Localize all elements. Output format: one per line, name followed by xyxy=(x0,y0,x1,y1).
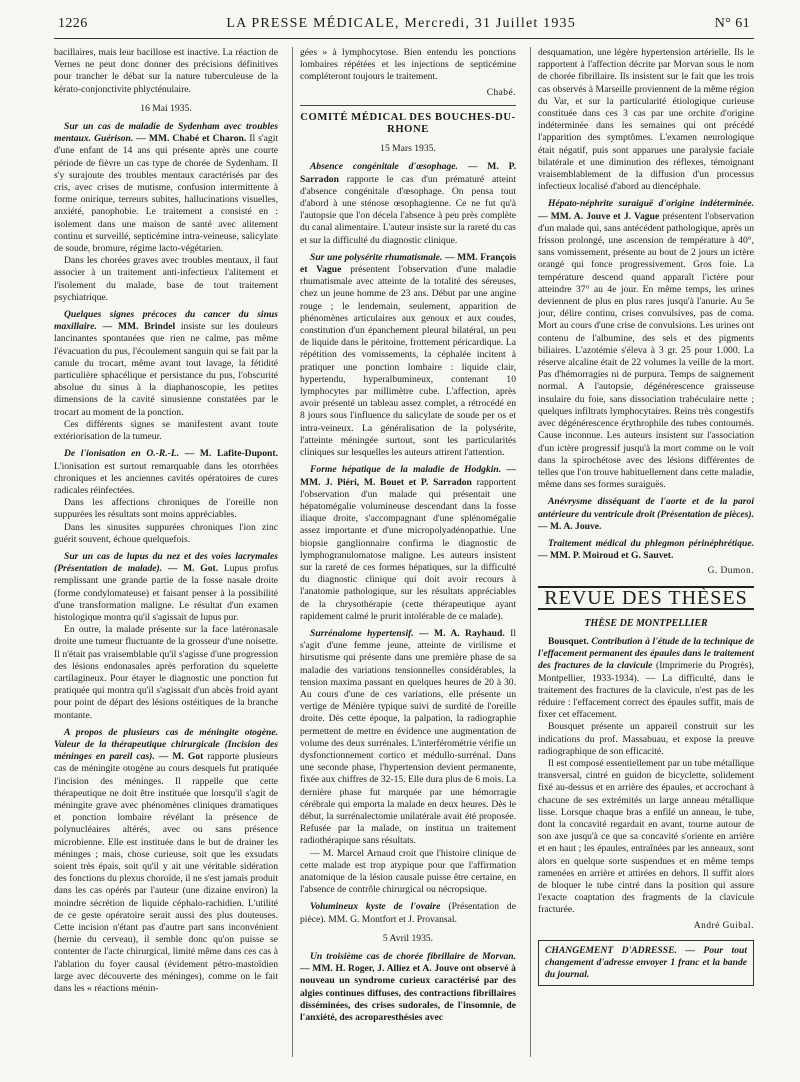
article-body: L'ionisation est surtout remarquable dans les otorrhées chroniques et les anciennes cavités opératoires de cures radicales réinfectées. xyxy=(54,460,278,496)
article xyxy=(300,252,516,459)
signature: Chabé. xyxy=(486,87,516,98)
article-title: Forme hépatique de la maladie de Hodgkin. xyxy=(310,464,502,476)
paragraph: Dans les affections chroniques de l'oreille non suppurées les résultats sont moins appréciables. xyxy=(54,497,278,521)
journal-title: LA PRESSE MÉDICALE, Mercredi, 31 Juillet 1935 xyxy=(226,16,576,31)
session-date: 5 Avril 1935. xyxy=(382,932,434,944)
subsection-heading: THÈSE DE MONTPELLIER xyxy=(584,617,708,629)
article xyxy=(54,309,278,419)
article-title: A propos de plusieurs cas de méningite otogène. Valeur de la thérapeutique chirurgicale (Incision des méninges en pareil cas). xyxy=(54,726,278,763)
article-authors: — MM. H. Roger, J. Alliez et A. Jouve xyxy=(300,963,459,975)
paragraph: Ces différents signes se manifestent avant toute extériorisation de la tumeur. xyxy=(54,418,278,443)
article-authors: — MM. François et Vague xyxy=(300,251,516,276)
article-title: Volumineux kyste de l'ovaire xyxy=(310,901,441,913)
issue-number: N° 61 xyxy=(714,16,750,31)
article-authors: — M. Got. xyxy=(167,563,219,575)
thesis-author: Bousquet. xyxy=(548,635,589,647)
paragraph: Il est composé essentiellement par un tube métallique transversal, cintré en guidon de bicyclette, solidement fixé au-dessus et en arrière des épaules, et accrochant à chacune de ses extrémités un large anneau métallique lisse. Lorsque chaque bras a enfilé un anneau, le tube, dont la concavité regardait en avant, tourne autour de son axe jusqu'à ce que sa concavité s'oriente en arrière et en haut ; les épaules, entraînées par les anneaux, sont alors en quelque sorte suspendues et en même temps ramenées en arrière et attirées en dehors. Il suffit alors de bloquer le tube cintré dans la position qui assure l'exacte coaptation des fragments de la clavicule fracturée. xyxy=(538,757,754,916)
article-title: Hépato-néphrite suraiguë d'origine indéterminée. xyxy=(548,198,754,210)
article-body: Il s'agit d'une femme jeune, atteinte de virilisme et hirsutisme qui présente dans une première phase de sa maladie des variations tensionnelles considérables, la tension maxima passant en quelques heures de 20 à 30. Au cours d'une de ces variations, elle présente un vertige de Ménière typique suivi de surdité de l'oreille droite. Dès cette époque, la palpation, la radiographie permettent de mettre en évidence une augmentation de volume des deux surrénales. L'interférométrie vérifie un dysfonctionnement cortico et médullo-surrénal. Dans une seconde phase, l'hypertension devient permanente, fixée aux chiffres de 32-15. Elle dura plus de 6 mois. La dernière phase fut marquée par une hémorragie cérébrale qui emporta la malade en deux heures. Dès le début, la surrénalectomie unilatérale avait été proposée. Refusée par la malade, on institua un traitement radiothérapique sans résultats. xyxy=(300,627,516,847)
thesis-publication: (Imprimerie du Progrès), Montpellier, 1933-1934). xyxy=(538,660,754,684)
thesis-entry xyxy=(538,636,754,721)
paragraph: Dans les chorées graves avec troubles mentaux, il faut associer à un traitement anti-infectieux l'alitement et l'isolement du malade, base de tout traitement psychiatrique. xyxy=(54,255,278,303)
article-body: rapportent l'observation d'un malade qui présentait une hépatomégalie volumineuse descendant dans la fosse iliaque droite, s'accompagnant d'une splénomégalie assez importante et d'une micropolyadénopathie. Une biopsie ganglionnaire confirma le diagnostic de lymphogranulomatose maligne. Les auteurs insistent sur la rareté de ces formes hépatiques, sur la difficulté du diagnostic clinique qui doit avoir recours à l'anatomie pathologique, sur les résultats appréciables de la chrysothérapie (cette thérapeutique ayant rapidement calmé le prurit intolérable de ce malade). xyxy=(300,476,516,622)
article-body: présentent l'observation d'un malade qui, sans antécédent pathologique, après un frisson prolongé, une ascension de température à 40°, sans vomissement, présente au bout de 2 jours un ictère orangé qui fonce progressivement. Gros foie. La température descend quand apparaît l'ictère pour atteindre 37° au 4e jour. En même temps, les urines deviennent de plus en plus rares jusqu'à l'anurie. Au 5e jour, délire continu, crises convulsives, pas de coma. Mort au cours d'une crise de convulsions. Les urines ont contenu de l'albumine, des sels et des pigments biliaires. L'azotémie s'éleva à 3 gr. 25 pour 1.000. La réserve alcaline était de 22 volumes la veille de la mort. Pas d'hémorragies ni de purpura. Temps de saignement normal. A l'autopsie, dégénérescence graisseuse insulaire du foie, sans dissociation trabéculaire nette ; quelques infiltrats lymphocytaires. Reins très congestifs avec dégénérescence érythrophile des tubes contournés. Cause inconnue. Les auteurs insistent sur l'association d'un ictère progressif jusqu'à la mort comme on le voit dans la spirochétose avec des lésions différentes de telles que l'on trouve habituellement dans cette maladie, même dans ses formes suraiguës. xyxy=(538,210,754,491)
article xyxy=(54,727,278,995)
article-authors: — MM. Brindel xyxy=(102,321,176,333)
notice-box xyxy=(538,940,754,987)
article-title: Surrénalome hypertensif. xyxy=(310,627,414,639)
article xyxy=(300,464,516,623)
paragraph: desquamation, une légère hypertension artérielle. Ils le rapportent à l'affection décrite par Morvan sous le nom de chorée fibrillaire. Ils insistent sur le fait que les trois cas observés à Marseille proviennent de la même région du Var, et sur la particularité étiologique curieuse constituée dans ces 3 cas par une orchite d'origine indéterminée dans les semaines qui ont précédé l'apparition des symptômes. L'examen neurologique était négatif, puis sont apparues une paralysie faciale bilatérale et une diminution des réflexes, témoignant vraisemblablement de la diffusion d'un processus infectieux localisé d'abord au diencéphale. xyxy=(538,47,754,193)
article-authors: — M. Lafite-Dupont. xyxy=(184,448,278,460)
article xyxy=(54,551,278,624)
article-body: rapporte plusieurs cas de méningite otogène au cours desquels fut pratiquée l'incision des méninges. Il rappelle que cette thérapeutique ne doit être instituée que lorsqu'il s'agit de méningite grave avec phénomènes cliniques dramatiques et ponction lombaire révélant la présence de polynucléaires altérés, avec ou sans présence microbienne. Elle est instituée dans le but de drainer les méninges ; mais, chose curieuse, soit que les exsudats soient très épais, soit qu'il y ait une véritable sidération des fonctions du plexus choroïde, il ne s'est jamais produit dans les cas opérés par l'auteur (une dizaine environ) la moindre sécrétion de liquide céphalo-rachidien. L'utilité de ce geste opératoire serait aussi des plus douteuses. Cette incision n'étant pas d'autre part sans inconvénient (hernie du cerveau), il semble donc qu'on puisse se contenter de l'acte chirurgical, limité même dans ces cas à l'ablation du foyer causal (évidement pétro-mastoïdien large avec découverte des méninges), comme on le fait dans les « réactions ménin- xyxy=(54,751,278,995)
article-body: insiste sur les douleurs lancinantes spontanées que rien ne calme, pas même l'évacuation du pus, l'écoulement sanguin qui se fait par la canule du trocart, même avant tout lavage, la fétidité particulière sphacélique et persistance du pus, l'obscurité absolue du sinus à la diaphanoscopie, les petites dimensions de la cavité sinusienne constatées par le trocart au moment de la ponction. xyxy=(54,321,278,418)
article-authors: — MM. P. Moiroud et G. Sauvet. xyxy=(538,550,674,562)
article-body: (Présentation de pièce). MM. G. Montfort et J. Provansal. xyxy=(300,901,516,925)
article-title: Sur un cas de lupus du nez et des voies lacrymales (Présentation de malade). xyxy=(54,550,278,575)
article xyxy=(300,951,516,1024)
article-authors: — M. A. Rayhaud. xyxy=(419,627,505,639)
article xyxy=(538,496,754,533)
article-title: Quelques signes précoces du cancer du sinus maxillaire. xyxy=(54,309,278,333)
session-date: 15 Mars 1935. xyxy=(380,143,436,155)
article xyxy=(54,448,278,497)
article xyxy=(300,901,516,925)
column-3 xyxy=(530,47,754,1057)
text-columns xyxy=(54,47,754,1057)
column-1 xyxy=(54,47,278,1057)
article-authors: — M. A. Jouve. xyxy=(538,520,602,532)
thesis-title: Contribution à l'étude de la technique de l'effacement permanent des épaules dans le traitement des fractures de la clavicule xyxy=(538,635,754,672)
section-banner: REVUE DES THÈSES xyxy=(538,586,754,610)
thesis-body: — La difficulté, dans le traitement des fractures de la clavicule, n'est pas de les réduire : l'effacement correct des épaules suffit, mais de fixer cet effacement. xyxy=(538,672,754,721)
paragraph: bacillaires, mais leur bacillose est inactive. La réaction de Vernes ne peut donc donner des précisions définitives pour trancher le débat sur la nature tuberculeuse de la kérato-conjonctivite phlycténulaire. xyxy=(54,47,278,95)
paragraph: gées » à lymphocytose. Bien entendu les ponctions lombaires répétées et les injections de septicémine compléteront toujours le traitement. xyxy=(300,47,516,83)
article-body: Lupus profus remplissant une grande partie de la fosse nasale droite (forme condylomateuse) et faisant penser à la possibilité d'une transformation maligne. Le résultat d'un examen histologique montra qu'il s'agissait de lupus pur. xyxy=(54,563,278,623)
article-body: présentent l'observation d'une maladie rhumatismale avec atteinte de la totalité des séreuses, chez un jeune homme de 23 ans. Début par une angine rouge ; le lendemain, seulement, apparition de phénomènes articulaires aux genoux et aux coudes, constitution d'un épanchement pleural bilatéral, un peu de liquide dans le péritoine, frottement péricardique. La répétition des vomissements, la céphalée incitent à pratiquer une ponction lombaire : liquide clair, hypertendu, hyperalbumineux, contenant 10 lymphocytes par millimètre cube. L'affection, après avoir présenté un tableau assez complet, a rétrocédé en 8 jours sous l'influence du salicylate de soude per os et intra-veineux. La généralisation de la polysérite, l'atteinte méningée surtout, sont les particularités cliniques sur lesquelles les auteurs attirent l'attention. xyxy=(300,264,516,459)
page-number: 1226 xyxy=(58,16,88,31)
article-title: De l'ionisation en O.-R.-L. xyxy=(64,448,180,460)
signature: G. Dumon. xyxy=(707,566,754,577)
article-title: Sur une polysérite rhumatismale. xyxy=(310,251,443,263)
article-body: Il s'agit d'une enfant de 14 ans qui présente après une courte période de fièvre un cas type de chorée de Sydenham. Il s'y surajoute des troubles mentaux caractérisés par des cris, avec crises de mutisme, confusion intermittente à forme onirique, terreurs subites, hallucinations visuelles, anxiété, panophobie. Le traitement a consisté en : isolement dans une maison de santé avec alitement continu et surveillé, septicémine intra-veineuse, salicylate de soude, bromure, régime lacto-végétarien. xyxy=(54,133,278,255)
notice-body: — Pour tout changement d'adresse envoyer 1 franc et la bande du journal. xyxy=(545,944,747,981)
article-authors: — MM. Chabé et Charon. xyxy=(136,133,247,145)
article-title: Absence congénitale d'œsophage. xyxy=(310,161,458,173)
article-title: Sur un cas de maladie de Sydenham avec troubles mentaux. Guérison. xyxy=(54,121,278,145)
paragraph: En outre, la malade présente sur la face latéronasale droite une tumeur fluctuante de la grosseur d'une noisette. Il n'était pas vraisemblable qu'il s'agisse d'une progression des lésions endonasales après perforation du squelette cartilagineux. Pour étayer le diagnostic une ponction fut pratiquée qui montra qu'il s'agissait d'un abcès froid ayant pour point de départ des lésions ostéitiques de la branche montante. xyxy=(54,624,278,721)
paragraph: — M. Marcel Arnaud croit que l'histoire clinique de cette malade est trop atypique pour que l'affirmation anatomique de la lésion causale puisse être certaine, en l'absence de contrôle chirurgical ou nécropsique. xyxy=(300,847,516,896)
article xyxy=(300,628,516,848)
article-title: Anévrysme disséquant de l'aorte et de la paroi antérieure du ventricule droit (Présentation de pièces). xyxy=(538,496,754,520)
section-heading: COMITÉ MÉDICAL DES BOUCHES-DU-RHONE xyxy=(300,105,516,136)
paragraph: Bousquet présente un appareil construit sur les indications du prof. Massabuau, et expose la preuve radiographique de son efficacité. xyxy=(538,721,754,757)
article-title: Traitement médical du phlegmon périnéphrétique. xyxy=(548,537,754,549)
article xyxy=(538,198,754,491)
session-date: 16 Mai 1935. xyxy=(140,102,192,114)
paragraph: Dans les sinusites suppurées chroniques l'ion zinc guérit souvent, échoue quelquefois. xyxy=(54,521,278,545)
article-authors: — MM. A. Jouve et J. Vague xyxy=(538,210,660,222)
article-body: ont observé à nouveau un syndrome curieux caractérisé par des algies continues diffuses, des contractions fibrillaires disséminées, des crises sudorales, de l'insomnie, de l'anxiété, des acroparesthésies avec xyxy=(300,963,516,1024)
article-authors: — M. Got xyxy=(158,751,204,763)
article-authors: — MM. J. Piéri, M. Bouet et P. Sarradon xyxy=(300,464,516,488)
article-title: Un troisième cas de chorée fibrillaire de Morvan. xyxy=(310,951,516,963)
notice-title: CHANGEMENT D'ADRESSE. xyxy=(545,944,677,956)
signature: André Guibal. xyxy=(693,920,754,931)
article xyxy=(300,161,516,246)
page-header xyxy=(54,16,754,39)
article-authors: — M. P. Sarradon xyxy=(300,161,516,185)
column-2 xyxy=(292,47,516,1057)
article xyxy=(538,538,754,562)
article xyxy=(54,121,278,255)
article-body: rapporte le cas d'un prématuré atteint d'absence congénitale d'œsophage. On pensa tout d'abord à une sténose œsophagienne. Ce ne fut qu'à l'autopsie que l'on décela l'absence à peu près complète du canal alimentaire. L'auteur insiste sur la rareté du cas et sur la difficulté du diagnostic clinique. xyxy=(300,173,516,246)
